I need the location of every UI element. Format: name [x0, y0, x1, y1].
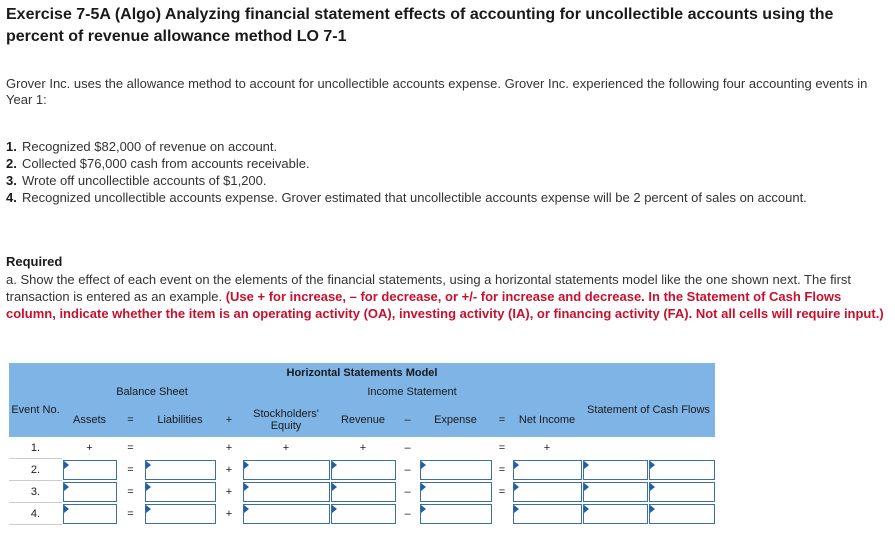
assets-header: Assets [62, 402, 117, 437]
cash-flow-activity-cell [648, 437, 715, 459]
event-number-cell: 2. [9, 459, 62, 481]
equals-sign: = [127, 464, 134, 476]
minus-sign: – [404, 508, 411, 520]
event-number: 1. [6, 139, 17, 154]
dropdown-arrow-icon [332, 505, 337, 513]
dropdown-arrow-icon [584, 483, 589, 491]
dropdown-arrow-icon [421, 505, 426, 513]
dropdown-arrow-icon [650, 461, 655, 469]
net-income-cell: + [543, 442, 551, 454]
required-text [6, 271, 884, 322]
event-number-cell: 4. [9, 503, 62, 525]
plus-sign: + [225, 442, 233, 454]
equals-sign: = [117, 402, 144, 437]
event-no-header: Event No. [9, 382, 62, 437]
equals-sign: = [498, 486, 506, 498]
equals-sign: = [127, 508, 134, 520]
plus-sign: + [225, 508, 233, 520]
dropdown-arrow-icon [514, 461, 519, 469]
event-text: Recognized $82,000 of revenue on account. [22, 139, 278, 154]
dropdown-arrow-icon [514, 483, 519, 491]
dropdown-arrow-icon [146, 483, 151, 491]
equity-header: Stockholders' Equity [242, 402, 330, 437]
dropdown-arrow-icon [584, 505, 589, 513]
event-number-cell: 1. [9, 437, 62, 459]
list-item [6, 172, 886, 189]
liabilities-input[interactable] [145, 482, 216, 502]
dropdown-arrow-icon [244, 483, 249, 491]
equity-input[interactable] [243, 482, 330, 502]
equals-sign: = [492, 402, 512, 437]
event-number: 2. [6, 156, 17, 171]
required-body: a. Show the effect of each event on the elements of the financial statements, using a horizontal statements model like the one shown next. The first transaction is entered as an example. [6, 272, 852, 304]
dropdown-arrow-icon [421, 461, 426, 469]
dropdown-arrow-icon [650, 505, 655, 513]
equity-cell: + [282, 442, 290, 454]
dropdown-arrow-icon [146, 505, 151, 513]
minus-sign: – [404, 442, 411, 454]
plus-sign: + [225, 464, 233, 476]
exercise-title: Exercise 7-5A (Algo) Analyzing financial statement effects of accounting for uncollectible accounts using the percent of revenue allowance method LO 7-1 [6, 6, 834, 45]
list-item [6, 138, 886, 155]
event-number-cell: 3. [9, 481, 62, 503]
liabilities-input[interactable] [145, 504, 216, 524]
plus-sign: + [216, 402, 242, 437]
dropdown-arrow-icon [332, 483, 337, 491]
income-statement-header: Income Statement [242, 382, 582, 402]
equity-input[interactable] [243, 460, 330, 480]
expense-input[interactable] [420, 482, 492, 502]
assets-input[interactable] [63, 460, 117, 480]
cash-flow-amount-cell [582, 437, 648, 459]
list-item [6, 189, 886, 206]
equals-sign: = [498, 464, 506, 476]
net-income-input[interactable] [513, 504, 582, 524]
expense-input[interactable] [420, 504, 492, 524]
expense-header: Expense [419, 402, 492, 437]
event-text: Recognized uncollectible accounts expense. Grover estimated that uncollectible accounts expense will be 2 percent of sales on account. [22, 190, 807, 205]
dropdown-arrow-icon [244, 461, 249, 469]
dropdown-arrow-icon [584, 461, 589, 469]
dropdown-arrow-icon [64, 483, 69, 491]
revenue-cell: + [359, 442, 367, 454]
dropdown-arrow-icon [650, 483, 655, 491]
minus-sign: – [404, 486, 411, 498]
dropdown-arrow-icon [146, 461, 151, 469]
cash-flow-amount-input[interactable] [583, 482, 648, 502]
minus-sign: – [404, 464, 411, 476]
assets-input[interactable] [63, 504, 117, 524]
dropdown-arrow-icon [244, 505, 249, 513]
net-income-header: Net Income [512, 402, 582, 437]
expense-input[interactable] [420, 460, 492, 480]
required-heading: Required [6, 254, 63, 269]
plus-sign: + [225, 486, 233, 498]
model-title: Horizontal Statements Model [9, 363, 715, 382]
revenue-input[interactable] [331, 482, 396, 502]
balance-sheet-header: Balance Sheet [62, 382, 242, 402]
net-income-input[interactable] [513, 460, 582, 480]
cash-flow-activity-input[interactable] [649, 504, 715, 524]
cash-flow-amount-input[interactable] [583, 504, 648, 524]
equals-sign: = [498, 442, 506, 454]
equals-sign: = [127, 486, 134, 498]
cash-flow-amount-input[interactable] [583, 460, 648, 480]
liabilities-header: Liabilities [144, 402, 216, 437]
assets-cell: + [86, 442, 93, 454]
liabilities-cell [144, 437, 216, 459]
dropdown-arrow-icon [332, 461, 337, 469]
cash-flow-activity-input[interactable] [649, 482, 715, 502]
cash-flow-activity-input[interactable] [649, 460, 715, 480]
revenue-header: Revenue [330, 402, 396, 437]
dropdown-arrow-icon [64, 505, 69, 513]
assets-input[interactable] [63, 482, 117, 502]
minus-sign: – [396, 402, 419, 437]
event-text: Collected $76,000 cash from accounts receivable. [22, 156, 310, 171]
list-item [6, 155, 886, 172]
events-list [6, 138, 886, 206]
liabilities-input[interactable] [145, 460, 216, 480]
revenue-input[interactable] [331, 460, 396, 480]
dropdown-arrow-icon [64, 461, 69, 469]
required-instruction: (Use + for increase, – for decrease, or +/- for increase and decrease. In the Statement of Cash Flows column, indicate whether the item is an operating activity (OA), investing activity (IA), or financing activity (FA). Not all cells will require input.) [6, 289, 884, 321]
equity-input[interactable] [243, 504, 330, 524]
dropdown-arrow-icon [514, 505, 519, 513]
intro-text: Grover Inc. uses the allowance method to account for uncollectible accounts expense. Grover Inc. experienced the following four accounting events in Year 1: [6, 76, 868, 107]
expense-cell [419, 437, 492, 459]
cash-flows-header: Statement of Cash Flows [582, 382, 715, 437]
dropdown-arrow-icon [421, 483, 426, 491]
event-text: Wrote off uncollectible accounts of $1,200. [22, 173, 267, 188]
equals-sign: = [127, 442, 134, 454]
net-income-input[interactable] [513, 482, 582, 502]
revenue-input[interactable] [331, 504, 396, 524]
event-number: 4. [6, 190, 17, 205]
event-number: 3. [6, 173, 17, 188]
